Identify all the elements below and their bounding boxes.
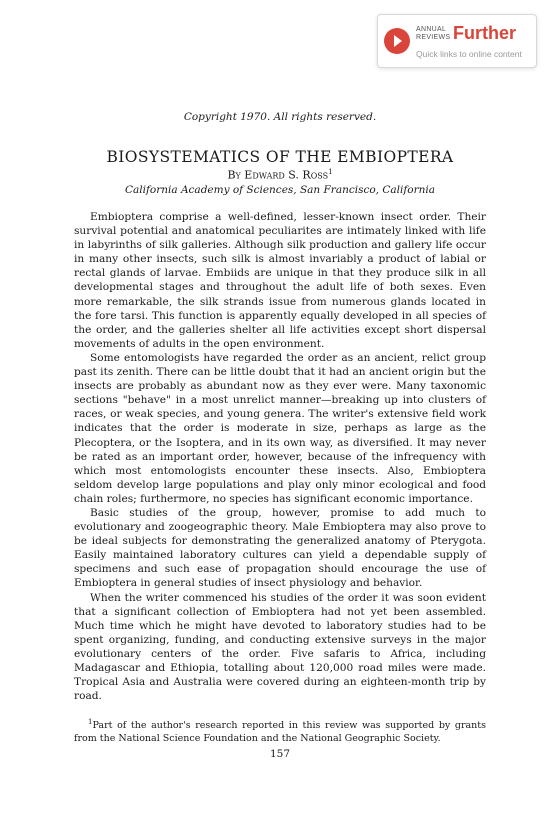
paragraph-2: Some entomologists have regarded the order as an ancient, relict group past its zenith. There can be little doubt that it had an ancient origin but the insects are probably as abundant now as they ever were. Many taxonomic sections "behave" in a most unrelict manner—breaking up into clusters of races, or weak species, and young genera. The writer's extensive field work indicates that the order is moderate in size, perhaps as large as the Plecoptera, or the Isoptera, and in its own way, as diversified. It may never be rated as an important order, however, because of the infrequency with which most entomologists encounter these insects. Also, Embioptera seldom develop large populations and play only minor ecological and food chain roles; furthermore, no species has significant economic importance. <box>74 351 486 505</box>
badge-reviews-text: REVIEWS <box>416 34 451 41</box>
annual-reviews-logo <box>416 26 450 42</box>
play-icon <box>384 28 410 54</box>
footnote <box>74 716 486 745</box>
author-byline <box>0 168 560 182</box>
footnote-marker: 1 <box>88 718 93 726</box>
paragraph-4: When the writer commenced his studies of the order it was soon evident that a significant collection of Embioptera had not yet been assembled. Much time which he might have devoted to laboratory studies had to be spent organizing, funding, and conducting extensive surveys in the major evolutionary centers of the order. Five safaris to Africa, including Madagascar and Ethiopia, totalling about 120,000 road miles were made. Tropical Asia and Australia were covered during an eighteen-month trip by road. <box>74 591 486 703</box>
article-body <box>74 210 486 703</box>
author-name: By Edward S. Ross <box>227 168 329 182</box>
badge-further-label: Further <box>453 23 516 43</box>
badge-subtitle: Quick links to online content <box>416 49 522 59</box>
author-affiliation: California Academy of Sciences, San Francisco, California <box>125 184 435 196</box>
page-number: 157 <box>269 748 291 760</box>
further-badge[interactable] <box>377 14 537 68</box>
article-title: BIOSYSTEMATICS OF THE EMBIOPTERA <box>106 148 454 166</box>
badge-annual-text: ANNUAL <box>416 26 447 33</box>
author-footnote-marker: 1 <box>328 168 333 176</box>
copyright-notice: Copyright 1970. All rights reserved. <box>183 111 377 123</box>
paragraph-3: Basic studies of the group, however, promise to add much to evolutionary and zoogeographic theory. Male Embioptera may also prove to be ideal subjects for demonstrating the generalized anatomy of Pterygota. Easily maintained laboratory cultures can yield a dependable supply of specimens and such ease of propagation should encourage the use of Embioptera in general studies of insect physiology and behavior. <box>74 506 486 590</box>
footnote-text: Part of the author's research reported in this review was supported by grants from the National Science Foundation and the National Geographic Society. <box>74 720 486 745</box>
paragraph-1: Embioptera comprise a well-defined, lesser-known insect order. Their survival potential and anatomical peculiarites are intimately linked with life in labyrinths of silk galleries. Although silk production and gallery life occur in many other insects, such silk is almost invariably a product of labial or rectal glands of larvae. Embiids are unique in that they produce silk in all developmental stages and throughout the adult life of both sexes. Even more remarkable, the silk strands issue from numerous glands located in the fore tarsi. This function is apparently equally developed in all species of the order, and the galleries shelter all life activities except short dispersal movements of adults in the open environment. <box>74 211 486 350</box>
